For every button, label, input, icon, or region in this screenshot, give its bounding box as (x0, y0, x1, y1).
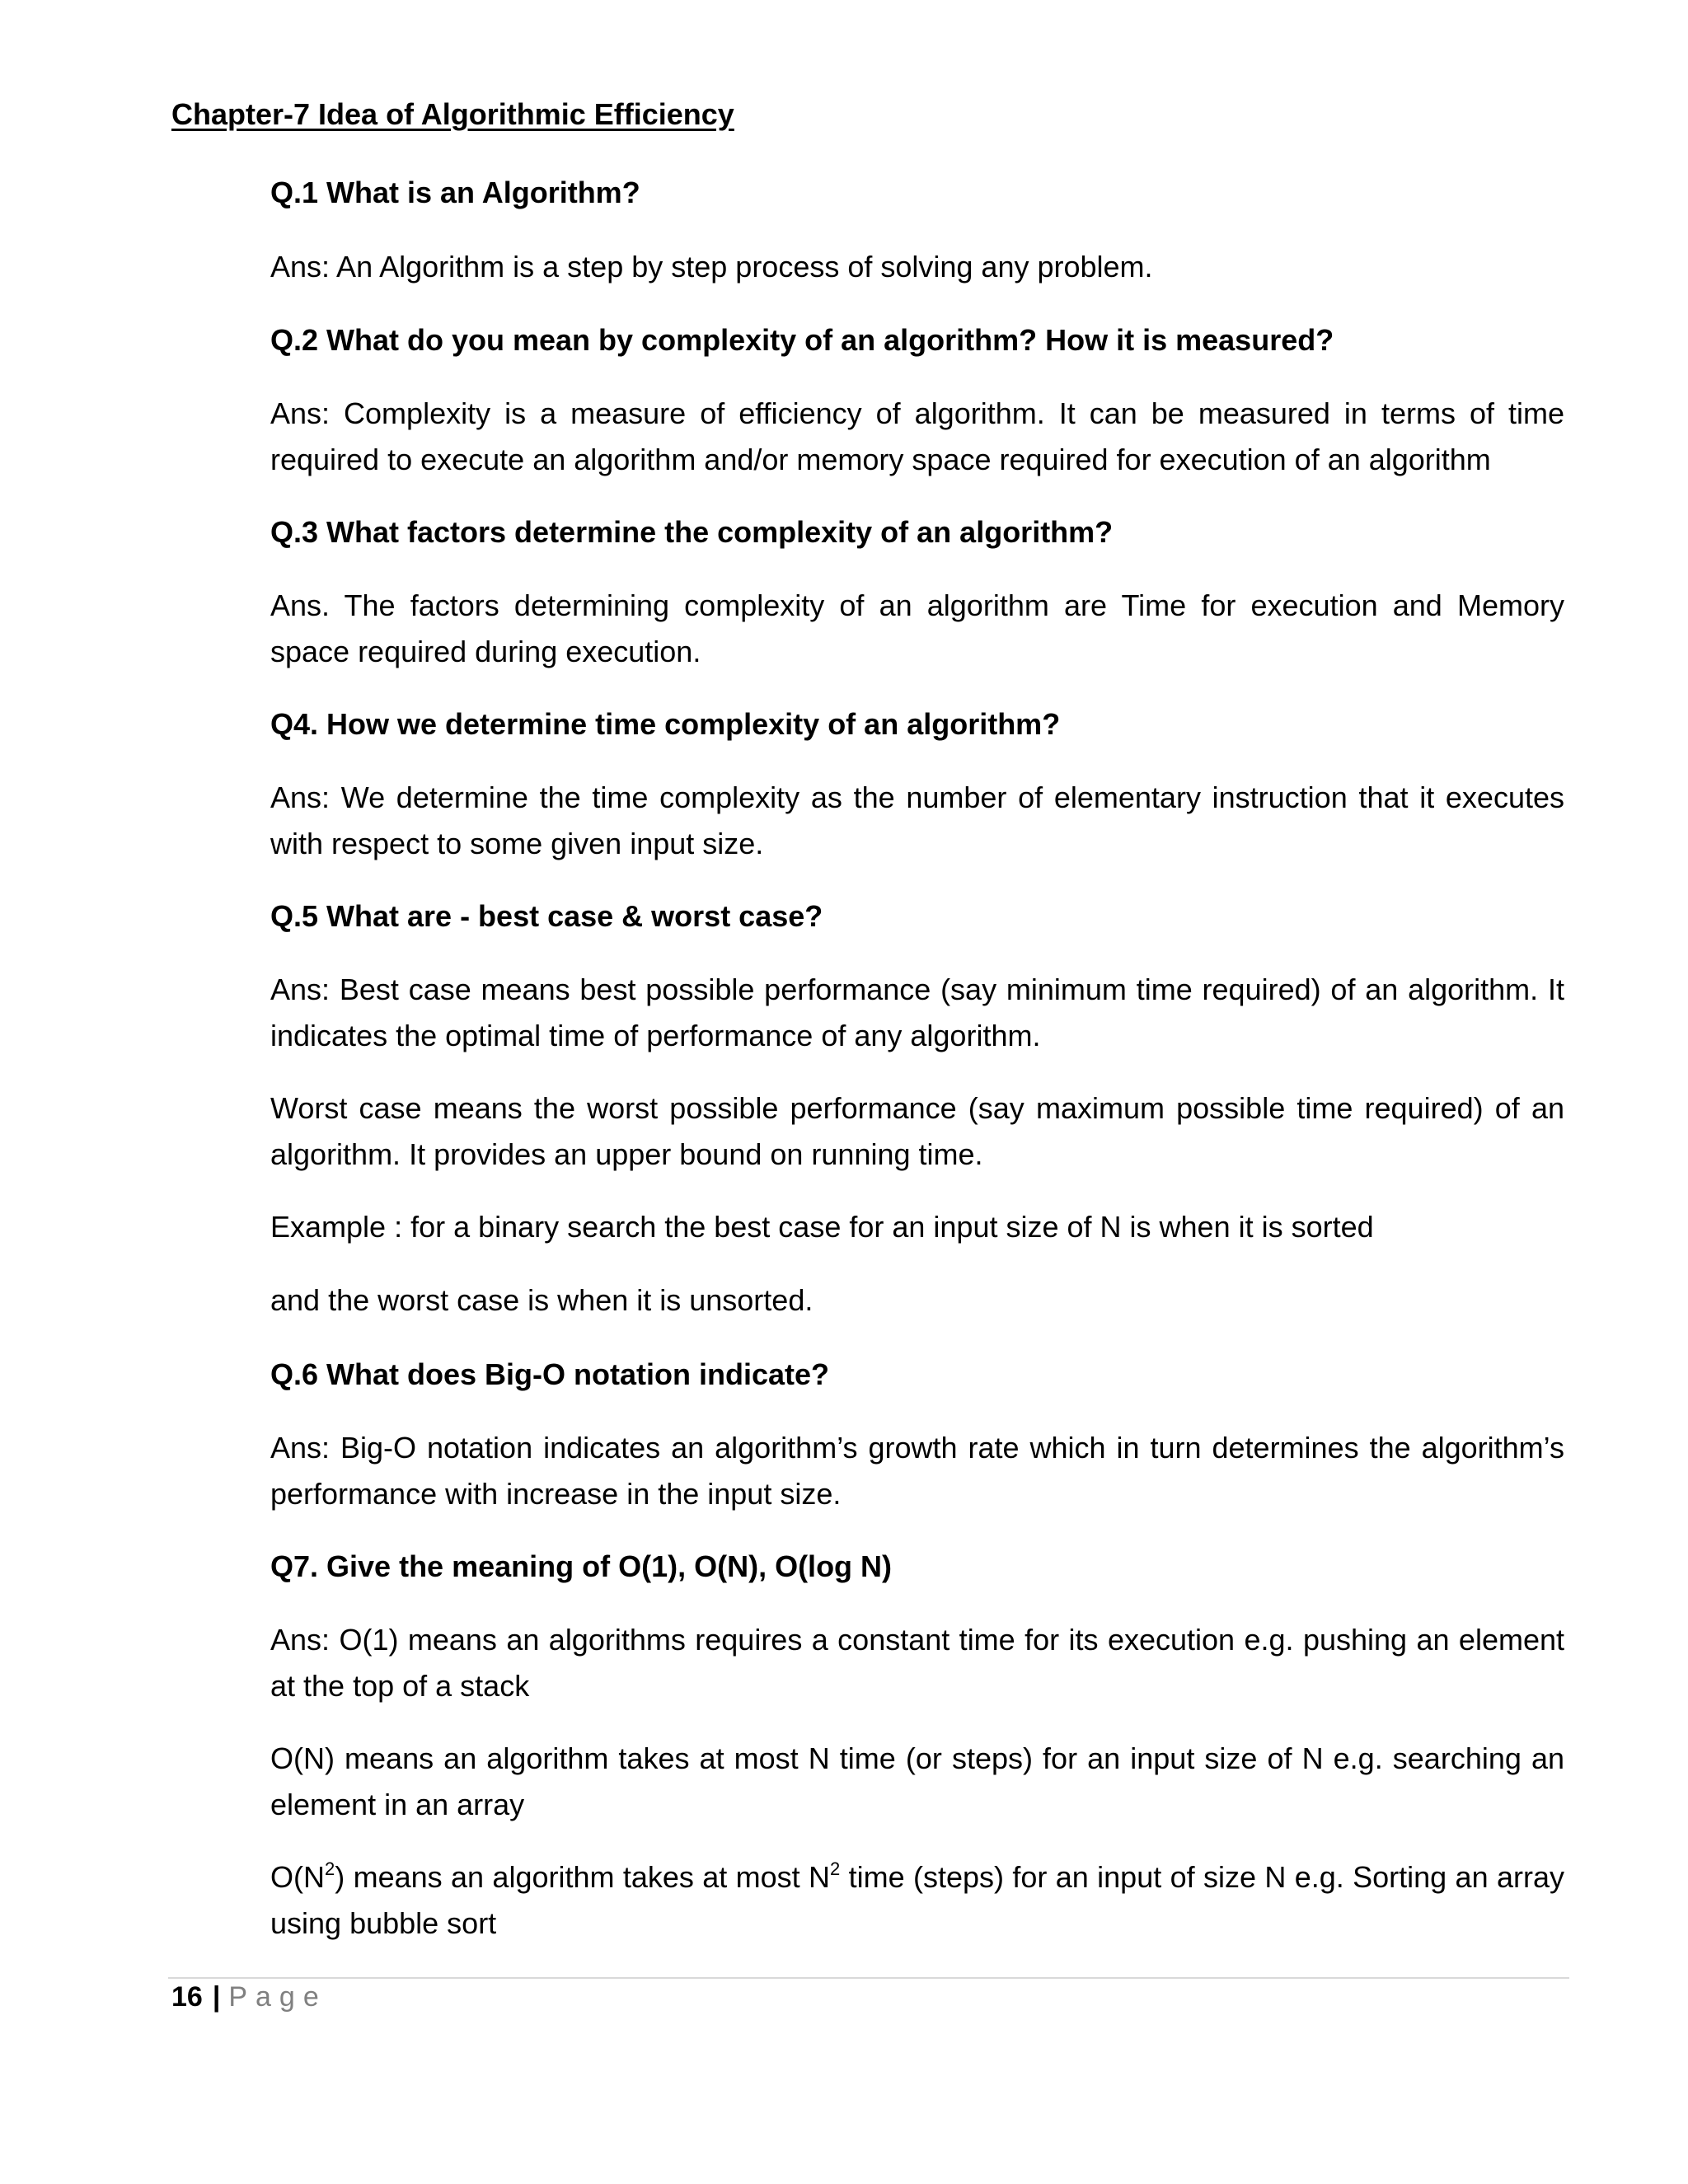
answer-5-example-line-1: Example : for a binary search the best case for an input size of N is when it is sorted (270, 1210, 1374, 1244)
on2-text-part-3: time (steps) for an input of size N e.g. Sorting an array using bubble sort (270, 1860, 1564, 1940)
question-3: Q.3 What factors determine the complexity of an algorithm? (270, 515, 1114, 549)
on2-text-part-2: ) means an algorithm takes at most N (335, 1860, 831, 1894)
answer-5-best-case: Ans: Best case means best possible performance (say minimum time required) of an algorithm. It indicates the optimal time of performance of any algorithm. (270, 972, 1564, 1052)
question-2: Q.2 What do you mean by complexity of an algorithm? How it is measured? (270, 323, 1334, 357)
answer-7-o1: Ans: O(1) means an algorithms requires a constant time for its execution e.g. pushing an element at the top of a stack (270, 1623, 1564, 1703)
answer-5-worst-case: Worst case means the worst possible performance (say maximum possible time required) of an algorithm. It provides an upper bound on running time. (270, 1091, 1564, 1171)
question-5: Q.5 What are - best case & worst case? (270, 899, 823, 933)
footer-separator: | (212, 1981, 221, 2013)
answer-7-on: O(N) means an algorithm takes at most N time (or steps) for an input size of N e.g. searching an element in an array (270, 1741, 1564, 1821)
question-6: Q.6 What does Big-O notation indicate? (270, 1357, 830, 1391)
page-footer (171, 1981, 327, 2013)
superscript-2: 2 (325, 1858, 335, 1879)
on2-text-part-1: O(N (270, 1860, 325, 1894)
answer-6: Ans: Big-O notation indicates an algorithm’s growth rate which in turn determines the algorithm’s performance with increase in the input size. (270, 1431, 1564, 1511)
answer-2: Ans: Complexity is a measure of efficiency of algorithm. It can be measured in terms of time required to execute an algorithm and/or memory space required for execution of an algorithm (270, 396, 1564, 476)
chapter-title: Chapter-7 Idea of Algorithmic Efficiency (171, 97, 734, 131)
footer-divider (168, 1977, 1569, 1979)
answer-7-on-squared (270, 1854, 1564, 1947)
page-number: 16 (171, 1981, 203, 2013)
page-label: Page (228, 1981, 327, 2013)
answer-1: Ans: An Algorithm is a step by step process of solving any problem. (270, 250, 1153, 284)
question-4: Q4. How we determine time complexity of an algorithm? (270, 707, 1061, 741)
question-1: Q.1 What is an Algorithm? (270, 176, 640, 209)
answer-5-example-line-2: and the worst case is when it is unsorted. (270, 1283, 814, 1317)
superscript-2: 2 (830, 1858, 841, 1879)
answer-3: Ans. The factors determining complexity of an algorithm are Time for execution and Memory space required during execution. (270, 588, 1564, 668)
question-7: Q7. Give the meaning of O(1), O(N), O(log N) (270, 1549, 893, 1583)
answer-4: Ans: We determine the time complexity as the number of elementary instruction that it executes with respect to some given input size. (270, 780, 1564, 860)
